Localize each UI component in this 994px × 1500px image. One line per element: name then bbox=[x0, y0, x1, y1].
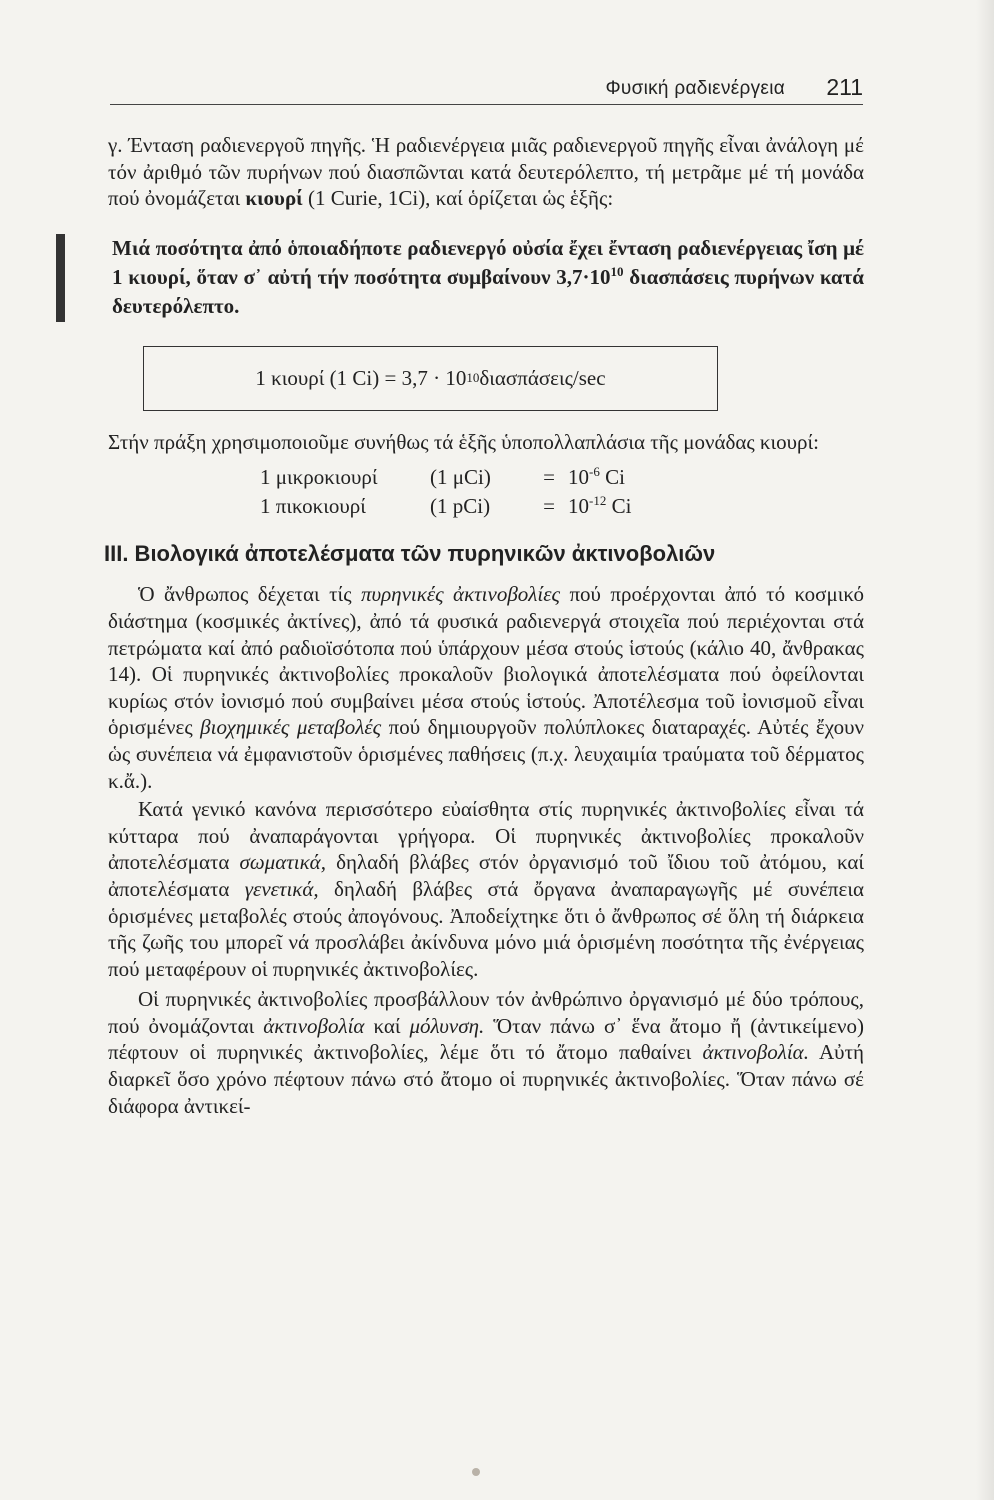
italic-term: σωματικά, bbox=[239, 850, 326, 875]
subunit-value: $10^{-6}$ Ci bbox=[568, 464, 625, 490]
page-edge-shadow bbox=[976, 0, 994, 1500]
section-heading: III. Βιολογικά ἀποτελέσματα τῶν πυρηνικῶν ἀκτινοβολιῶν bbox=[104, 541, 716, 567]
italic-term: βιοχημικές μεταβολές bbox=[200, 715, 382, 740]
definition-text bbox=[112, 234, 864, 321]
formula-left: 1 κιουρί (1 Ci) = 3,7 · 10 bbox=[255, 365, 467, 390]
formula: 1 κιουρί (1 Ci) = 3,7 · 10 10 διασπάσεις/sec bbox=[255, 365, 606, 390]
page-content bbox=[104, 132, 865, 1119]
italic-term: μόλυνση. bbox=[409, 1013, 485, 1038]
definition-text-b: διασπάσεις πυρήνων κατά δευτερόλεπτο. bbox=[112, 264, 864, 318]
italic-term: ἀκτινοβολία bbox=[263, 1013, 365, 1038]
subunit-name: 1 πικοκιουρί bbox=[260, 494, 366, 519]
intro-paragraph bbox=[108, 132, 864, 212]
italic-term: γενετικά, bbox=[244, 876, 319, 901]
body-paragraph: Κατά γενικό κανόνα περισσότερο εὐαίσθητα στίς πυρηνικές ἀκτινοβολίες εἶναι τά κύτταρα πού ἀναπαράγονται γρήγορα. Οἱ πυρηνικές ἀκτινοβολίες προκαλοῦν ἀποτελέσματα σωματικά, δηλαδή βλάβες στόν ὀργανισμό τοῦ ἴδιου τοῦ ἀτόμου, καί ἀποτελέσματα γενετικά, δηλαδή βλάβες στά ὄργανα ἀναπαραγωγῆς μέ συνέπεια ὁρισμένες μεταβολές στούς ἀπογόνους. Ἀποδείχτηκε ὅτι ὁ ἄνθρωπος σέ ὅλη τή διάρκεια τῆς ζωῆς του μπορεῖ νά προσλάβει ἀκίνδυνα μόνο μιά ὁρισμένη ποσότητα τῆς ἐνέργειας πού μεταφέρουν οἱ πυρηνικές ἀκτινοβολίες. bbox=[108, 797, 864, 981]
definition-text-a: Μιά ποσότητα ἀπό ὁποιαδήποτε ραδιενεργό οὐσία ἔχει ἔνταση ραδιενέργειας ἴση μέ 1 κιουρί, ὅταν σ᾽ αὐτή τήν ποσότητα συμβαίνουν 3,7·10 bbox=[112, 235, 864, 289]
intro-text-end: (1 Curie, 1Ci), καί ὁρίζεται ὡς ἑξῆς: bbox=[307, 186, 614, 211]
body-paragraph: Ὁ ἄνθρωπος δέχεται τίς πυρηνικές ἀκτινοβολίες πού προέρχονται ἀπό τό κοσμικό διάστημα (κοσμικές ἀκτίνες), ἀπό τά φυσικά ραδιενεργά στοιχεῖα πού περιέχονται στά πετρώματα καί ἀπό ραδιοϊσότοπα πού ὑπάρχουν μέσα στούς ἱστούς (κάλιο 40, ἄνθρακας 14). Οἱ πυρηνικές ἀκτινοβολίες προκαλοῦν βιολογικά ἀποτελέσματα πού ὀφείλονται κυρίως στόν ἰονισμό πού συμβαίνει μέσα στούς ἱστούς. Ἀποτέλεσμα τοῦ ἰονισμοῦ εἶναι ὁρισμένες βιοχημικές μεταβολές πού δημιουργοῦν πολύπλοκες διαταραχές. Αὐτές ἔχουν ὡς συνέπεια νά ἐμφανιστοῦν ὁρισμένες παθήσεις (π.χ. λευχαιμία τραύματα τοῦ δέρματος κ.ἄ.). bbox=[108, 582, 864, 793]
subunit-list bbox=[260, 463, 864, 521]
intro-text: γ. Ένταση ραδιενεργοῦ πηγῆς. Ἡ ραδιενέργεια μιᾶς ραδιενεργοῦ πηγῆς εἶναι ἀνάλογη μέ τόν ἀριθμό τῶν πυρήνων πού διασπῶνται κατά δευτερόλεπτο, τή μετρᾶμε μέ τή μονάδα πού ὀνομάζεται bbox=[108, 133, 864, 211]
subunit-symbol: (1 μCi) bbox=[430, 465, 491, 490]
subunit-row bbox=[260, 492, 864, 521]
curie-term: κιουρί bbox=[245, 186, 303, 211]
definition-exponent: 10 bbox=[610, 263, 624, 279]
definition-block bbox=[108, 234, 864, 321]
italic-term: πυρηνικές ἀκτινοβολίες bbox=[360, 582, 561, 607]
formula-box bbox=[143, 346, 718, 411]
subunit-symbol: (1 pCi) bbox=[430, 494, 491, 519]
page-number: 211 bbox=[826, 74, 863, 100]
body-paragraph: Οἱ πυρηνικές ἀκτινοβολίες προσβάλλουν τόν ἀνθρώπινο ὀργανισμό μέ δύο τρόπους, πού ὀνομάζονται ἀκτινοβολία καί μόλυνση. Ὅταν πάνω σ᾽ ἕνα ἄτομο ἤ (ἀντικείμενο) πέφτουν οἱ πυρηνικές ἀκτινοβολίες, λέμε ὅτι τό ἄτομο παθαίνει ἀκτινοβολία. Αὐτή διαρκεῖ ὅσο χρόνο πέφτουν πάνω στό ἄτομο οἱ πυρηνικές ἀκτινοβολίες. Ὅταν πάνω σέ διάφορα ἀντικεί- bbox=[108, 987, 865, 1118]
practice-paragraph: Στήν πράξη χρησιμοποιοῦμε συνήθως τά ἑξῆς ὑποπολλαπλάσια τῆς μονάδας κιουρί: bbox=[108, 429, 820, 454]
running-title: Φυσική ραδιενέργεια bbox=[605, 78, 785, 99]
subunit-equals: = bbox=[543, 465, 555, 490]
subunit-value: $10^{-12}$ Ci bbox=[568, 493, 632, 519]
subunit-name: 1 μικροκιουρί bbox=[260, 465, 378, 490]
italic-term: ἀκτινοβολία. bbox=[702, 1040, 809, 1065]
ink-smudge bbox=[472, 1468, 480, 1476]
subunit-equals: = bbox=[543, 494, 555, 519]
definition-marker-bar bbox=[56, 234, 65, 322]
subunit-row bbox=[260, 463, 864, 492]
page-header bbox=[110, 74, 863, 105]
formula-right: διασπάσεις/sec bbox=[479, 365, 606, 390]
